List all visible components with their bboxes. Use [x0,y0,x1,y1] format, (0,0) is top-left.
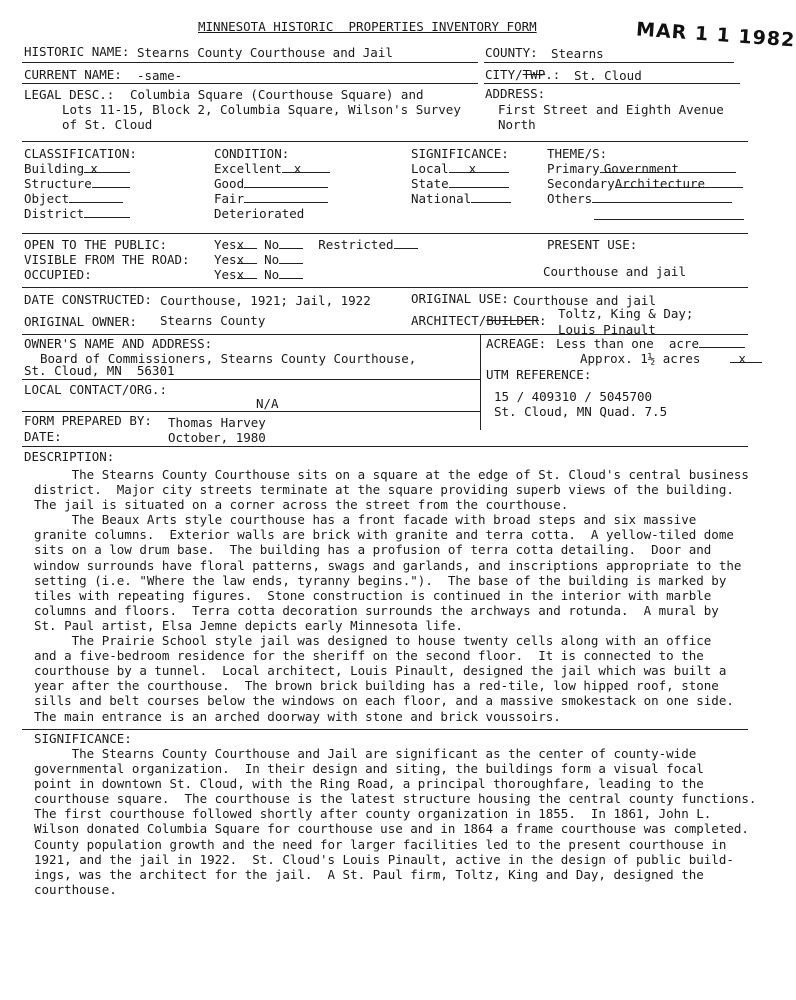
architect-line-1: Toltz, King & Day; [558,306,694,321]
form-title: MINNESOTA HISTORIC PROPERTIES INVENTORY FORM [198,19,537,34]
cond-fair: Fair [214,191,328,206]
class-district: District [24,206,130,221]
prepared-by-value: Thomas Harvey [168,415,266,430]
owner-line-2: St. Cloud, MN 56301 [24,363,175,378]
description-line: columns and floors. Terra cotta decoration surrounds the archways and rotunda. A mural by [34,602,719,618]
local-contact-label: LOCAL CONTACT/ORG.: [24,382,167,397]
description-line: and a five-bedroom residence for the sheriff on the second floor. It is connected to the [34,648,704,664]
legal-desc-line-3: of St. Cloud [62,117,153,132]
description-line: courthouse by a tunnel. Local architect, Louis Pinault, designed the jail which was built a [34,663,727,679]
current-name-value: -same- [137,68,183,83]
architect-line-2: Louis Pinault [558,322,656,337]
description-line: The jail is situated on a corner across the street from the courthouse. [34,497,569,513]
architect-label: ARCHITECT/BUILDER: [411,313,547,328]
local-contact-value: N/A [256,396,279,411]
description-text [34,467,749,724]
open-to-public-label: OPEN TO THE PUBLIC: [24,237,167,252]
original-use-label: ORIGINAL USE: [411,291,509,306]
class-building: Building x [24,161,130,176]
description-line: setting (i.e. "Where the law ends, tyranny begins."). The base of the building is marked by [34,572,727,588]
cond-excellent: Excellent x [214,161,330,176]
address-label: ADDRESS: [485,86,546,101]
description-line: The Beaux Arts style courthouse has a front facade with broad steps and six massive [34,512,697,528]
description-line: year after the courthouse. The brown brick building has a red-tile, low hipped roof, stone [34,678,719,694]
legal-desc-line-2: Lots 11-15, Block 2, Columbia Square, Wilson's Survey [62,102,461,117]
significance-line: The Stearns County Courthouse and Jail are significant as the center of county-wide [34,746,697,761]
class-object: Object [24,191,123,206]
description-line: The Prairie School style jail was designed to house twenty cells along with an office [34,633,712,649]
sig-state: State [411,176,509,191]
original-use-value: Courthouse and jail [513,293,656,308]
significance-line: County population growth and the need for larger facilities led to the present courthouse in [34,836,727,852]
significance-line: courthouse square. The courthouse is the latest structure housing the central county functions. [34,791,757,807]
significance-line: point in downtown St. Cloud, with the Ring Road, a principal thoroughfare, leading to the [34,776,704,792]
current-name-label: CURRENT NAME: [24,67,122,82]
present-use-value: Courthouse and jail [543,264,686,279]
significance-line: Wilson donated Columbia Square for courthouse use and in 1864 a frame courthouse was completed. [34,821,749,837]
significance-level-label: SIGNIFICANCE: [411,146,509,161]
description-line: sills and belt courses below the windows on each floor, and a massive smokestack on one side. [34,693,734,709]
prepared-by-label: FORM PREPARED BY: [24,413,152,428]
utm-line-1: 15 / 409310 / 5045700 [494,389,653,404]
utm-label: UTM REFERENCE: [486,367,592,382]
description-line: district. Major city streets terminate at the square providing superb views of the building. [34,482,734,498]
date-value: October, 1980 [168,430,266,445]
description-line: window surrounds have floral patterns, swags and garlands, and inscriptions appropriate to the [34,557,742,573]
significance-text [34,746,756,897]
acreage-line-1: Less than one acre [556,336,745,351]
class-structure: Structure [24,176,130,191]
cond-good: Good [214,176,328,191]
sig-local: Local x [411,161,509,176]
themes-label: THEME/S: [547,146,608,161]
significance-line: 1921, and the jail in 1922. St. Cloud's Louis Pinault, active in the design of public build- [34,851,734,867]
county-value: Stearns [551,46,604,61]
owner-line-1: Board of Commissioners, Stearns County Courthouse, [40,351,417,366]
original-owner-value: Stearns County [160,313,266,328]
visible-from-road-label: VISIBLE FROM THE ROAD: [24,252,190,267]
county-label: COUNTY: [485,45,538,60]
utm-line-2: St. Cloud, MN Quad. 7.5 [494,404,668,419]
legal-desc-line-1: Columbia Square (Courthouse Square) and [130,87,424,102]
address-line-1: First Street and Eighth Avenue [498,102,724,117]
date-constructed-value: Courthouse, 1921; Jail, 1922 [160,293,371,308]
sig-national: National [411,191,511,206]
date-constructed-label: DATE CONSTRUCTED: [24,292,152,307]
visible-yes-no: Yesx No [214,252,303,267]
classification-label: CLASSIFICATION: [24,146,137,161]
historic-name-label: HISTORIC NAME: [24,44,130,59]
acreage-line-2: Approx. 1½ acres x [580,351,762,366]
description-label: DESCRIPTION: [24,449,115,464]
acreage-label: ACREAGE: [486,336,547,351]
city-value: St. Cloud [574,68,642,83]
significance-line: courthouse. [34,881,117,897]
owner-label: OWNER'S NAME AND ADDRESS: [24,336,213,351]
description-line: The Stearns County Courthouse sits on a square at the edge of St. Cloud's central business [34,467,749,482]
significance-line: ings, was the architect for the jail. A St. Paul firm, Toltz, King and Day, designed the [34,866,704,882]
theme-secondary: SecondaryArchitecture [547,176,743,191]
condition-label: CONDITION: [214,146,290,161]
cond-deteriorated: Deteriorated [214,206,305,221]
description-line: tiles with repeating figures. Stone construction is continued in the interior with marble [34,587,712,603]
theme-primary: Primary Government [547,161,736,176]
received-date-stamp: MAR 1 1 1982 [635,18,796,52]
legal-desc-label: LEGAL DESC.: [24,87,115,102]
occupied-label: OCCUPIED: [24,267,92,282]
theme-others: Others [547,191,732,206]
significance-line: The first courthouse followed shortly after county organization in 1855. In 1861, John L. [34,806,712,822]
significance-label: SIGNIFICANCE: [34,731,132,746]
address-line-2: North [498,117,536,132]
present-use-label: PRESENT USE: [547,237,638,252]
date-label: DATE: [24,429,62,444]
open-yes-no: Yesx No Restricted [214,237,418,252]
description-line: The main entrance is an arched doorway with stone and brick voussoirs. [34,708,561,724]
significance-line: governmental organization. In their design and siting, the buildings form a visual focal [34,761,704,777]
description-line: sits on a low drum base. The building has a profusion of terra cotta detailing. Door and [34,542,712,558]
city-label: CITY/TWP.: [485,67,561,82]
occupied-yes-no: Yesx No [214,267,303,282]
historic-name-value: Stearns County Courthouse and Jail [137,45,393,60]
description-line: granite columns. Exterior walls are brick with granite and terra cotta. A yellow-tiled dome [34,527,734,543]
description-line: St. Paul artist, Elsa Jemne depicts early Minnesota life. [34,617,463,633]
original-owner-label: ORIGINAL OWNER: [24,314,137,329]
